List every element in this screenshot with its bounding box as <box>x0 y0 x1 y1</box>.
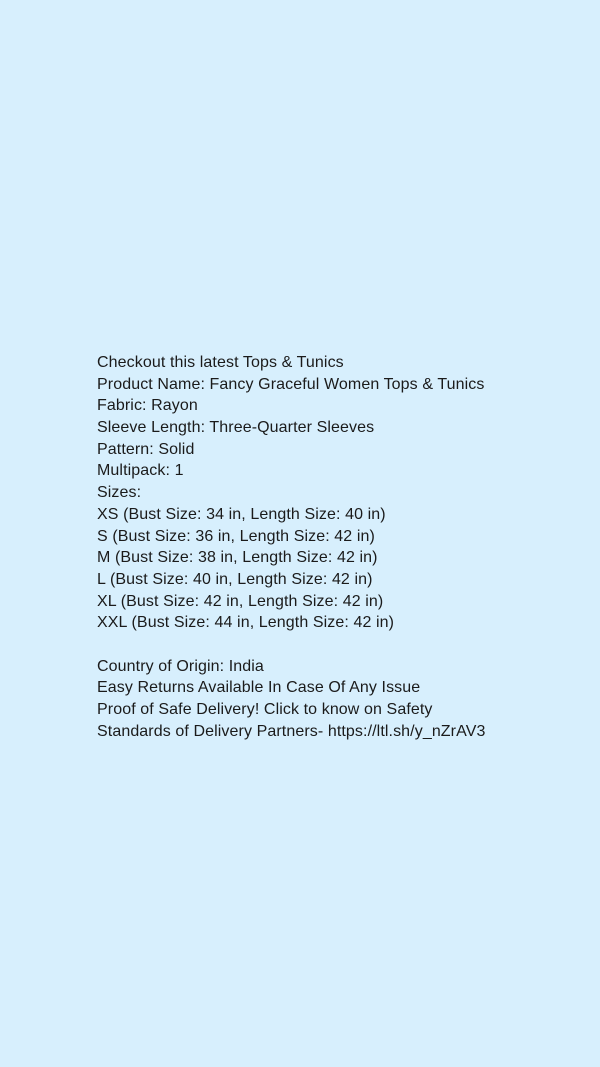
sizes-label-line: Sizes: <box>97 484 142 502</box>
size-line: XXL (Bust Size: 44 in, Length Size: 42 in) <box>97 614 395 632</box>
sleeve-length-line: Sleeve Length: Three-Quarter Sleeves <box>97 419 375 437</box>
size-line: S (Bust Size: 36 in, Length Size: 42 in) <box>97 527 375 545</box>
size-line: XS (Bust Size: 34 in, Length Size: 40 in) <box>97 505 386 523</box>
product-description-text <box>97 352 567 742</box>
country-of-origin-line: Country of Origin: India <box>97 657 264 675</box>
returns-line: Easy Returns Available In Case Of Any Issue <box>97 679 421 697</box>
fabric-line: Fabric: Rayon <box>97 397 198 415</box>
blank-line <box>97 634 567 656</box>
safety-line-2: Standards of Delivery Partners- https://ltl.sh/y_nZrAV3 <box>97 722 486 740</box>
product-name-line: Product Name: Fancy Graceful Women Tops & Tunics <box>97 375 485 393</box>
multipack-line: Multipack: 1 <box>97 462 184 480</box>
safety-line-1: Proof of Safe Delivery! Click to know on Safety <box>97 701 433 718</box>
intro-line: Checkout this latest Tops & Tunics <box>97 354 344 371</box>
pattern-line: Pattern: Solid <box>97 440 195 458</box>
size-line: M (Bust Size: 38 in, Length Size: 42 in) <box>97 549 378 567</box>
size-line: L (Bust Size: 40 in, Length Size: 42 in) <box>97 570 373 588</box>
size-line: XL (Bust Size: 42 in, Length Size: 42 in) <box>97 592 384 610</box>
